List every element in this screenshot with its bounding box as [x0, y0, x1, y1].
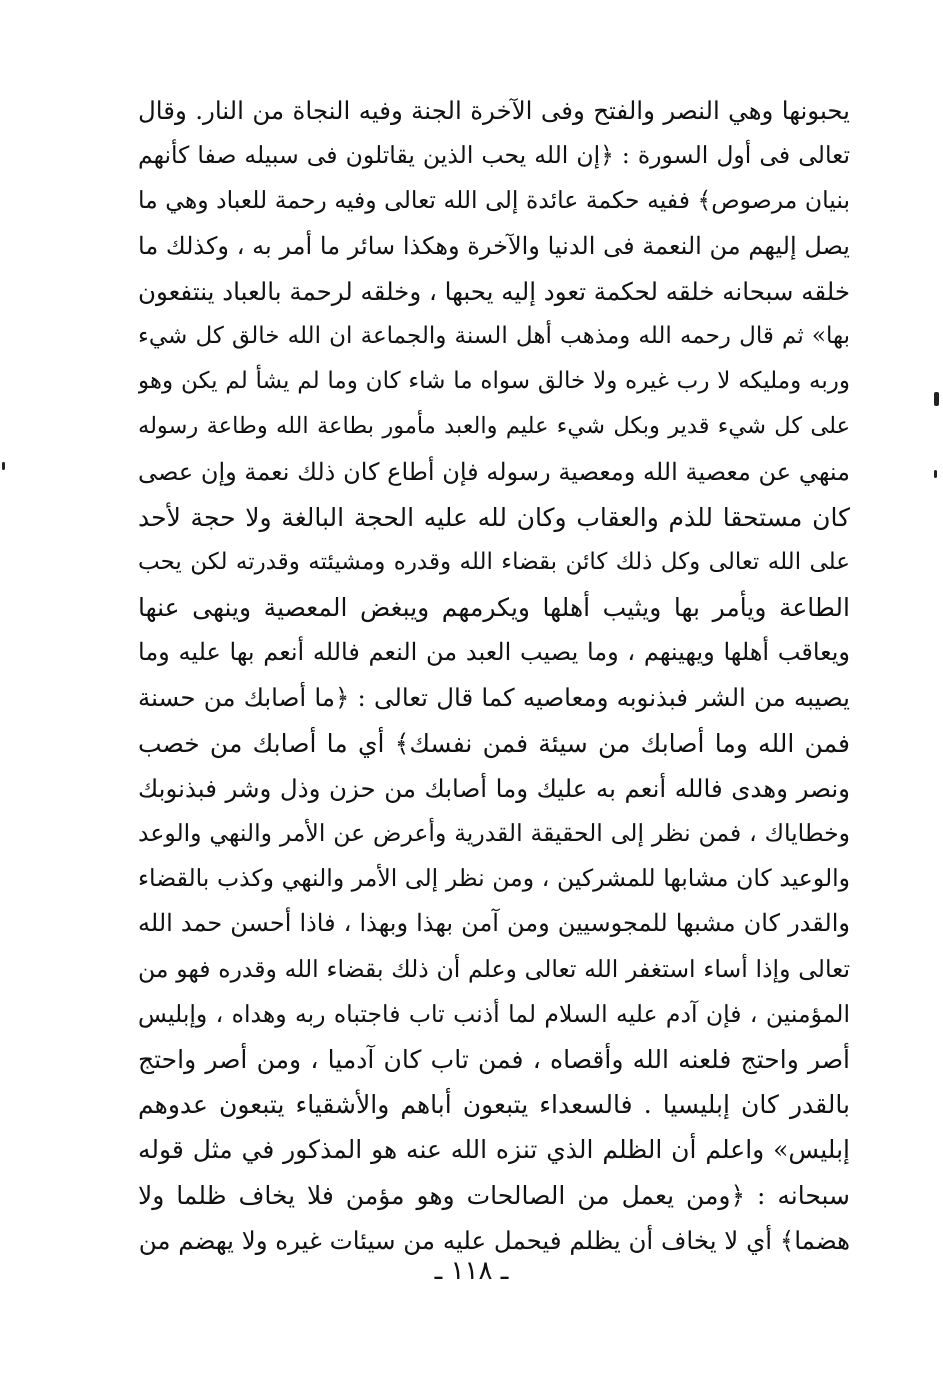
scan-edge-mark	[934, 392, 939, 406]
text-line: والوعيد كان مشابها للمشركين ، ومن نظر إلى الأمر والنهي وكذب بالقضاء	[138, 864, 850, 893]
text-line: وخطاياك ، فمن نظر إلى الحقيقة القدرية وأعرض عن الأمر والنهي والوعد	[138, 819, 850, 847]
text-line: يصيبه من الشر فبذنوبه ومعاصيه كما قال تعالى : ﴿ما أصابك من حسنة	[138, 683, 850, 713]
text-line: المؤمنين ، فإن آدم عليه السلام لما أذنب تاب فاجتباه ربه وهداه ، وإبليس	[138, 999, 850, 1028]
text-line: إبليس» واعلم أن الظلم الذي تنزه الله عنه هو المذكور في مثل قوله	[138, 1135, 850, 1165]
text-line: هضما﴾ أي لا يخاف أن يظلم فيحمل عليه من سيئات غيره ولا يهضم من	[138, 1225, 850, 1255]
scan-edge-mark	[934, 470, 937, 478]
page-number: ـ ١١٨ ـ	[434, 1256, 509, 1286]
text-line: تعالى فى أول السورة : ﴿إن الله يحب الذين يقاتلون فى سبيله صفا كأنهم	[138, 141, 850, 170]
text-line: يصل إليهم من النعمة فى الدنيا والآخرة وهكذا سائر ما أمر به ، وكذلك ما	[138, 231, 850, 260]
text-line: يحبونها وهي النصر والفتح وفى الآخرة الجنة وفيه النجاة من النار. وقال	[138, 96, 850, 125]
text-line: خلقه سبحانه خلقه لحكمة تعود إليه يحبها ، وخلقه لرحمة بالعباد ينتفعون	[138, 276, 850, 306]
text-line: كان مستحقا للذم والعقاب وكان لله عليه الحجة البالغة ولا حجة لأحد	[138, 502, 850, 532]
scan-edge-mark	[2, 462, 5, 470]
text-line: أصر واحتج فلعنه الله وأقصاه ، فمن تاب كان آدميا ، ومن أصر واحتج	[138, 1044, 850, 1074]
text-line: بنيان مرصوص﴾ ففيه حكمة عائدة إلى الله تعالى وفيه رحمة للعباد وهي ما	[138, 186, 850, 215]
body-text	[138, 88, 850, 1263]
text-line: منهي عن معصية الله ومعصية رسوله فإن أطاع كان ذلك نعمة وإن عصى	[138, 457, 850, 486]
text-line: على الله تعالى وكل ذلك كائن بقضاء الله وقدره ومشيئته وقدرته لكن يحب	[138, 548, 850, 575]
text-line: تعالى وإذا أساء استغفر الله تعالى وعلم أن ذلك بقضاء الله وقدره فهو من	[138, 954, 850, 983]
text-line: ونصر وهدى فالله أنعم به عليك وما أصابك من حزن وذل وشر فبذنوبك	[138, 773, 850, 803]
text-line: فمن الله وما أصابك من سيئة فمن نفسك﴾ أي ما أصابك من خصب	[138, 728, 850, 758]
text-line: بها» ثم قال رحمه الله ومذهب أهل السنة والجماعة ان الله خالق كل شيء	[138, 322, 850, 349]
text-line: الطاعة ويأمر بها ويثيب أهلها ويكرمهم ويبغض المعصية وينهى عنها	[138, 593, 850, 623]
text-line: على كل شيء قدير وبكل شيء عليم والعبد مأمور بطاعة الله وطاعة رسوله	[138, 413, 850, 440]
text-line: وربه ومليكه لا رب غيره ولا خالق سواه ما شاء كان وما لم يشأ لم يكن وهو	[138, 368, 850, 395]
text-line: بالقدر كان إبليسيا . فالسعداء يتبعون أباهم والأشقياء يتبعون عدوهم	[138, 1090, 850, 1120]
text-line: والقدر كان مشبها للمجوسيين ومن آمن بهذا وبهذا ، فاذا أحسن حمد الله	[138, 909, 850, 938]
text-line: ويعاقب أهلها ويهينهم ، وما يصيب العبد من النعم فالله أنعم بها عليه وما	[138, 638, 850, 667]
text-line: سبحانه : ﴿ومن يعمل من الصالحات وهو مؤمن فلا يخاف ظلما ولا	[138, 1180, 850, 1210]
